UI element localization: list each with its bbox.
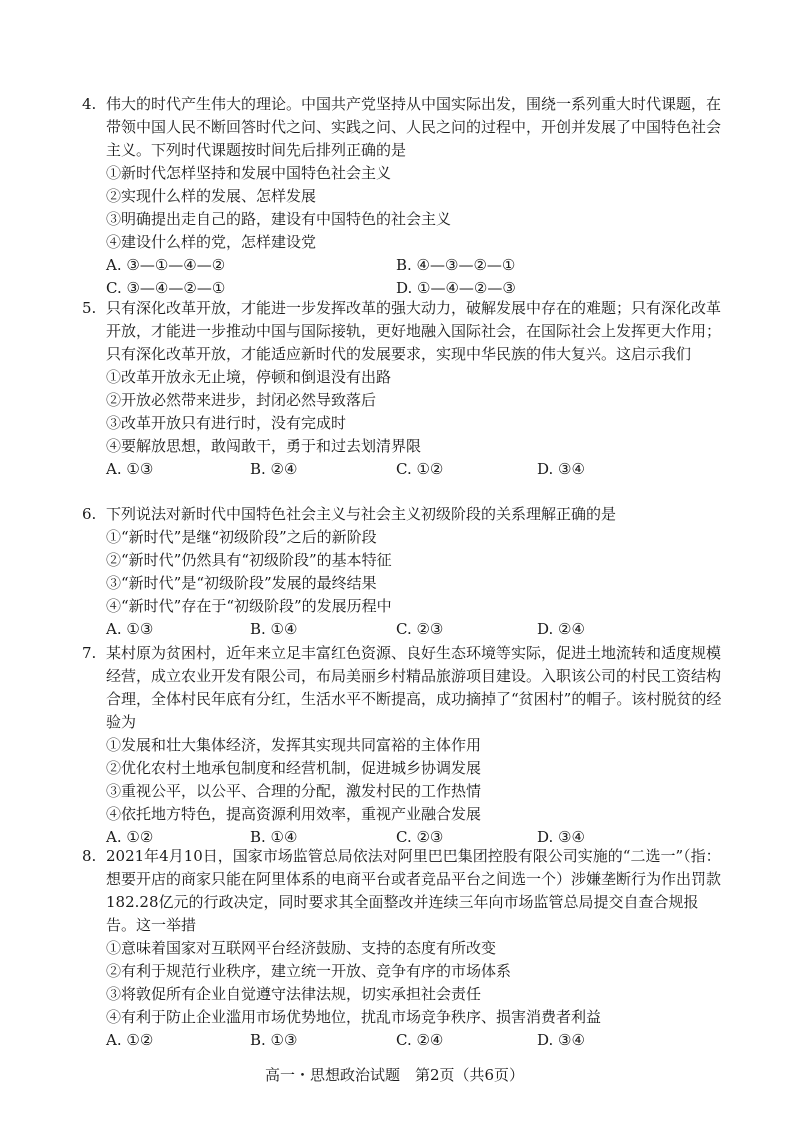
question-number: 7. [82, 644, 97, 662]
answer-a: A. ①② [106, 1031, 154, 1049]
option-1: ①发展和壮大集体经济，发挥其实现共同富裕的主体作用 [106, 736, 482, 754]
question-4 [82, 93, 722, 300]
option-2: ②“新时代”仍然具有“初级阶段”的基本特征 [106, 551, 392, 569]
answer-a: A. ①③ [106, 460, 154, 478]
answer-a: A. ①③ [106, 620, 154, 638]
question-stem: 下列说法对新时代中国特色社会主义与社会主义初级阶段的关系理解正确的是 [106, 505, 617, 523]
answer-b: B. ①③ [250, 1031, 298, 1049]
question-number: 8. [82, 847, 97, 865]
option-1: ①意味着国家对互联网平台经济鼓励、支持的态度有所改变 [106, 939, 497, 957]
answer-d: D. ②④ [537, 620, 585, 638]
question-number: 6. [82, 505, 97, 523]
option-4: ④“新时代”存在于“初级阶段”的发展历程中 [106, 597, 392, 615]
answer-c: C. ②③ [396, 828, 444, 846]
answer-c: C. ②④ [396, 1031, 444, 1049]
option-4: ④建设什么样的党，怎样建设党 [106, 233, 317, 251]
answer-b: B. ①④ [250, 620, 298, 638]
question-stem: 2021年4月10日，国家市场监管总局依法对阿里巴巴集团控股有限公司实施的“二选一”（指：想要开店的商家只能在阿里体系的电商平台或者竞品平台之间选一个）涉嫌垄断行为作出罚款182.28亿元的行政决定，同时要求其全面整改并连续三年向市场监管总局提交自查合规报告。这一举措 [106, 847, 722, 934]
answer-a: A. ①② [106, 828, 154, 846]
question-number: 5. [82, 299, 97, 317]
answer-b: B. ④—③—②—① [396, 256, 516, 274]
answer-d: D. ③④ [537, 1031, 585, 1049]
question-number: 4. [82, 95, 97, 113]
option-4: ④有利于防止企业滥用市场优势地位，扰乱市场竞争秩序、损害消费者利益 [106, 1008, 602, 1026]
answer-row [82, 458, 722, 481]
page-footer: 高一・思想政治试题 第2页（共6页） [264, 1066, 525, 1084]
option-2: ②优化农村土地承包制度和经营机制，促进城乡协调发展 [106, 759, 482, 777]
answer-row [82, 1029, 722, 1052]
answer-row [82, 254, 722, 277]
option-1: ①新时代怎样坚持和发展中国特色社会主义 [106, 164, 392, 182]
option-3: ③“新时代”是“初级阶段”发展的最终结果 [106, 574, 377, 592]
option-3: ③明确提出走自己的路，建设有中国特色的社会主义 [106, 210, 452, 228]
answer-a: A. ③—①—④—② [106, 256, 226, 274]
option-3: ③改革开放只有进行时，没有完成时 [106, 414, 347, 432]
question-8 [82, 845, 722, 1052]
option-3: ③将敦促所有企业自觉遵守法律法规，切实承担社会责任 [106, 985, 482, 1003]
option-2: ②实现什么样的发展、怎样发展 [106, 187, 317, 205]
option-4: ④要解放思想，敢闯敢干，勇于和过去划清界限 [106, 437, 422, 455]
option-2: ②有利于规范行业秩序，建立统一开放、竞争有序的市场体系 [106, 962, 512, 980]
question-stem: 只有深化改革开放，才能进一步发挥改革的强大动力，破解发展中存在的难题；只有深化改革开放，才能进一步推动中国与国际接轨，更好地融入国际社会，在国际社会上发挥更大作用；只有深化改革开放，才能适应新时代的发展要求，实现中华民族的伟大复兴。这启示我们 [106, 299, 722, 363]
question-stem: 伟大的时代产生伟大的理论。中国共产党坚持从中国实际出发，围绕一系列重大时代课题，在带领中国人民不断回答时代之问、实践之问、人民之问的过程中，开创并发展了中国特色社会主义。下列时代课题按时间先后排列正确的是 [106, 95, 722, 159]
question-5 [82, 297, 722, 481]
question-6 [82, 503, 722, 641]
answer-c: C. ①② [396, 460, 444, 478]
option-1: ①“新时代”是继“初级阶段”之后的新阶段 [106, 528, 377, 546]
answer-b: B. ①④ [250, 828, 298, 846]
answer-row [82, 618, 722, 641]
question-7 [82, 642, 722, 849]
answer-d: D. ③④ [537, 828, 585, 846]
answer-d: D. ①—④—②—③ [396, 279, 516, 297]
option-4: ④依托地方特色，提高资源利用效率，重视产业融合发展 [106, 805, 482, 823]
option-3: ③重视公平，以公平、合理的分配，激发村民的工作热情 [106, 782, 482, 800]
answer-c: C. ③—④—②—① [106, 279, 226, 297]
option-2: ②开放必然带来进步，封闭必然导致落后 [106, 391, 377, 409]
answer-b: B. ②④ [250, 460, 298, 478]
question-stem: 某村原为贫困村，近年来立足丰富红色资源、良好生态环境等实际，促进土地流转和适度规模经营，成立农业开发有限公司，布局美丽乡村精品旅游项目建设。入职该公司的村民工资结构合理，全体村民年底有分红，生活水平不断提高，成功摘掉了“贫困村”的帽子。该村脱贫的经验为 [106, 644, 722, 731]
option-1: ①改革开放永无止境，停顿和倒退没有出路 [106, 368, 392, 386]
answer-d: D. ③④ [537, 460, 585, 478]
answer-c: C. ②③ [396, 620, 444, 638]
